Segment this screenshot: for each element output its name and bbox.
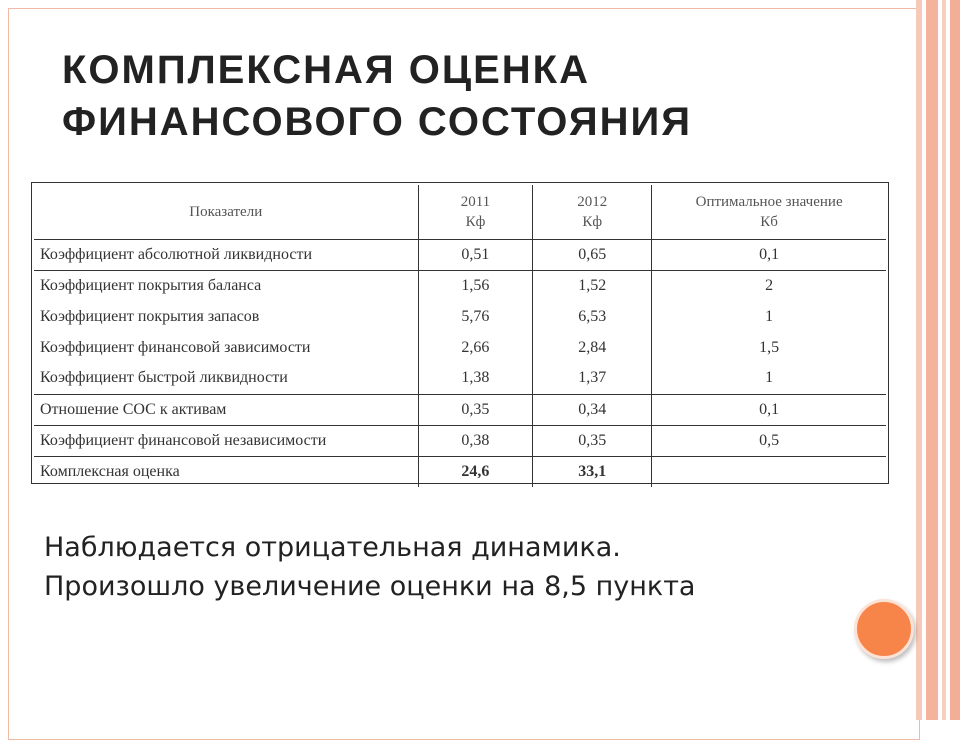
- row-2011: 1,56: [418, 270, 533, 301]
- header-2012: [533, 185, 652, 239]
- row-2012: 6,53: [533, 301, 652, 332]
- summary-text: [44, 528, 884, 606]
- row-optimal: [652, 456, 886, 487]
- row-2012: 1,52: [533, 270, 652, 301]
- row-2011: 24,6: [418, 456, 533, 487]
- table-row-total: [34, 456, 886, 487]
- table-row: [34, 363, 886, 394]
- indicators-table-frame: [31, 182, 889, 484]
- slide-title: [62, 44, 882, 148]
- header-2011: [418, 185, 533, 239]
- row-name: Коэффициент финансовой независимости: [40, 431, 327, 449]
- row-2012: 33,1: [533, 456, 652, 487]
- row-name: Комплексная оценка: [40, 462, 180, 480]
- header-optimal-title: Оптимальное значение: [695, 193, 843, 210]
- row-optimal: 0,1: [652, 239, 886, 270]
- row-name: Коэффициент быстрой ликвидности: [40, 369, 288, 387]
- row-name: Коэффициент абсолютной ликвидности: [40, 245, 312, 263]
- table-row: [34, 301, 886, 332]
- title-line-1: КОМПЛЕКСНАЯ ОЦЕНКА: [62, 48, 590, 92]
- title-line-2: ФИНАНСОВОГО СОСТОЯНИЯ: [62, 100, 692, 144]
- table-row: [34, 239, 886, 270]
- row-2012: 1,37: [533, 363, 652, 394]
- row-optimal: 0,5: [652, 425, 886, 456]
- row-name: Отношение СОС к активам: [40, 400, 227, 418]
- header-2012-unit: Кф: [582, 213, 603, 230]
- indicators-table: [34, 185, 886, 487]
- table-row: [34, 425, 886, 456]
- row-name: Коэффициент покрытия запасов: [40, 307, 260, 325]
- row-2011: 1,38: [418, 363, 533, 394]
- row-optimal: 0,1: [652, 394, 886, 425]
- row-optimal: 2: [652, 270, 886, 301]
- row-optimal: 1,5: [652, 332, 886, 363]
- summary-line-1: Наблюдается отрицательная динамика.: [44, 532, 621, 563]
- header-optimal: [652, 185, 886, 239]
- row-2012: 0,65: [533, 239, 652, 270]
- header-2012-year: 2012: [577, 193, 608, 210]
- header-2011-unit: Кф: [465, 213, 486, 230]
- row-optimal: 1: [652, 301, 886, 332]
- table-row: [34, 270, 886, 301]
- row-2011: 0,38: [418, 425, 533, 456]
- table-header-row: [34, 185, 886, 239]
- row-2012: 0,35: [533, 425, 652, 456]
- row-2012: 2,84: [533, 332, 652, 363]
- summary-line-2: Произошло увеличение оценки на 8,5 пункта: [44, 571, 696, 602]
- row-2012: 0,34: [533, 394, 652, 425]
- row-optimal: 1: [652, 363, 886, 394]
- decorative-stripes: [916, 0, 960, 720]
- table-row: [34, 394, 886, 425]
- decorative-circle: [854, 599, 914, 659]
- row-2011: 0,35: [418, 394, 533, 425]
- table-row: [34, 332, 886, 363]
- row-name: Коэффициент покрытия баланса: [40, 276, 262, 294]
- header-2011-year: 2011: [460, 193, 491, 210]
- row-2011: 0,51: [418, 239, 533, 270]
- row-2011: 5,76: [418, 301, 533, 332]
- header-indicator: Показатели: [189, 203, 263, 220]
- header-optimal-unit: Кб: [760, 213, 778, 230]
- row-name: Коэффициент финансовой зависимости: [40, 338, 311, 356]
- row-2011: 2,66: [418, 332, 533, 363]
